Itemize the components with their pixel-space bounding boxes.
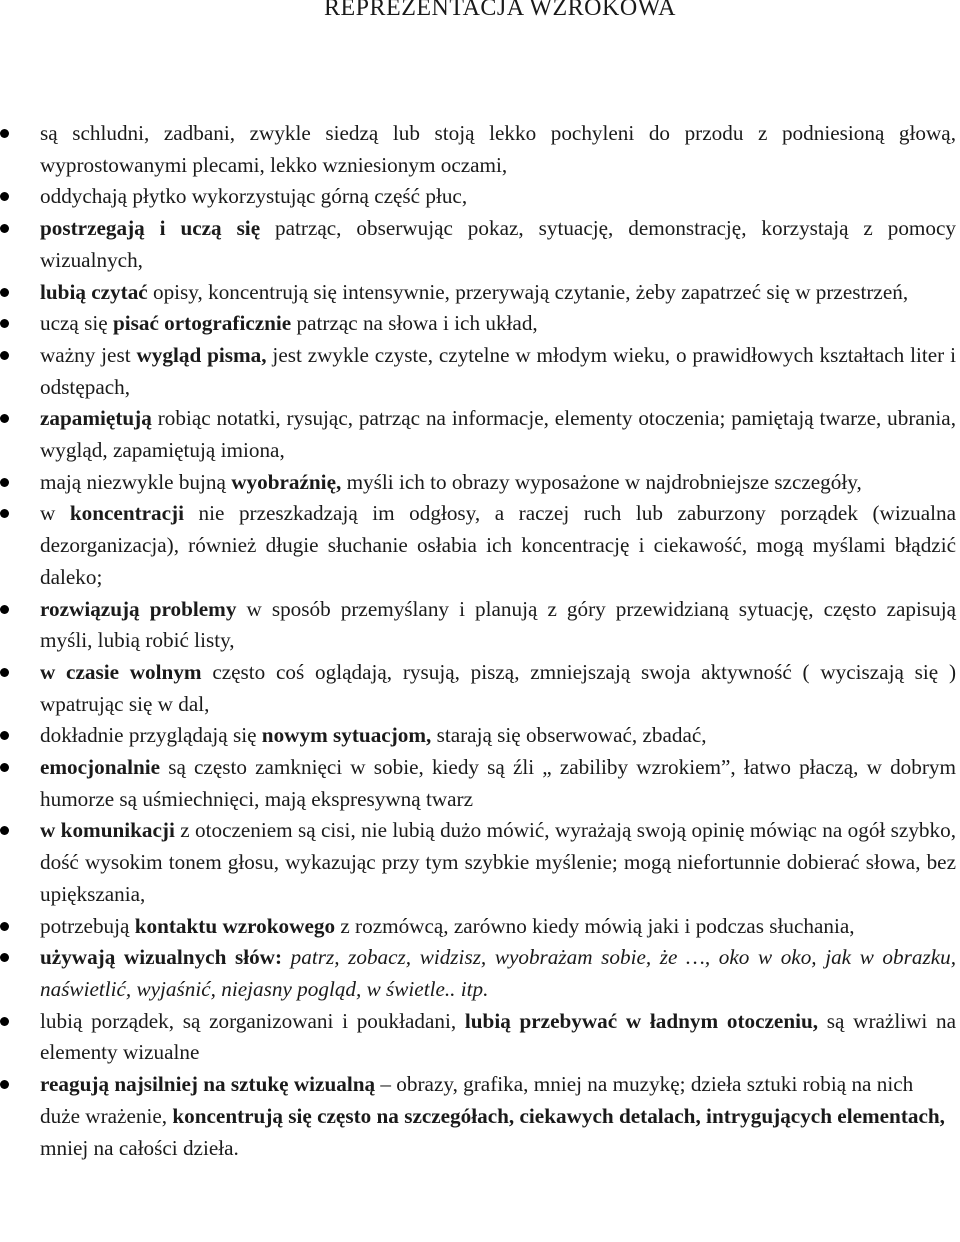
bullet-icon <box>0 605 9 614</box>
bold-text: koncentrują się często na szczegółach, ciekawych detalach, intrygujących elementach, <box>172 1103 945 1128</box>
bullet-icon <box>0 668 9 677</box>
list-item <box>0 911 960 943</box>
body-text: opisy, koncentrują się intensywnie, przerywają czytanie, żeby zapatrzeć się w przestrzeń, <box>147 279 909 304</box>
bullet-icon <box>0 509 9 518</box>
body-text: są wrażliwi na elementy wizualne <box>40 1008 956 1065</box>
bold-text: emocjonalnie <box>40 755 161 780</box>
body-text: dokładnie przyglądają się <box>40 723 262 748</box>
body-text: myśli ich to obrazy wyposażone w najdrobniejsze szczegóły, <box>341 469 862 494</box>
bullet-icon <box>0 414 9 423</box>
bold-text: wyobraźnię, <box>231 469 342 494</box>
italic-text: patrz, zobacz, widzisz, wyobrażam sobie, że …, oko w oko, jak w obrazku, naświetlić, wyjaśnić, niejasny pogląd, w świetle.. itp. <box>40 945 956 1001</box>
list-item <box>0 720 960 752</box>
bold-text: w czasie wolnym <box>40 659 202 684</box>
bullet-icon <box>0 351 9 360</box>
bold-text: w komunikacji <box>40 818 175 843</box>
bullet-icon <box>0 129 9 138</box>
body-text: potrzebują <box>40 913 135 938</box>
bullet-icon <box>0 763 9 772</box>
bold-text: używają wizualnych słów: <box>40 945 283 970</box>
body-text: uczą się <box>40 311 113 336</box>
bullet-icon <box>0 731 9 740</box>
list-item <box>0 181 960 213</box>
body-text: lubią porządek, są zorganizowani i poukładani, <box>40 1008 465 1033</box>
bullet-icon <box>0 922 9 931</box>
list-item <box>0 467 960 499</box>
bold-text: wygląd pisma, <box>136 342 267 367</box>
bold-text: nowym sytuacjom, <box>261 723 432 748</box>
bullet-icon <box>0 1080 9 1089</box>
body-text: starają się obserwować, zbadać, <box>431 723 707 748</box>
body-text: mniej na całości dzieła. <box>40 1135 239 1160</box>
body-text: jest zwykle czyste, czytelne w młodym wieku, o prawidłowych kształtach liter i odstępach, <box>40 342 956 399</box>
bold-text: kontaktu wzrokowego <box>134 913 336 938</box>
bullet-icon <box>0 288 9 297</box>
bullet-icon <box>0 478 9 487</box>
bold-text: lubią przebywać w ładnym otoczeniu, <box>464 1008 819 1033</box>
body-text: są schludni, zadbani, zwykle siedzą lub stoją lekko pochyleni do przodu z podniesioną głową, wyprostowanymi plecami, lekko wzniesionym oczami, <box>40 121 956 177</box>
page-title: REPREZENTACJA WZROKOWA <box>324 0 676 21</box>
list-item <box>0 213 960 276</box>
bold-text: postrzegają i uczą się <box>40 216 261 241</box>
bullet-icon <box>0 826 9 835</box>
body-text: patrząc, obserwując pokaz, sytuację, demonstrację, korzystają z pomocy wizualnych, <box>40 216 956 272</box>
bullet-icon <box>0 319 9 328</box>
bullet-list <box>0 118 960 1164</box>
list-item <box>0 815 960 910</box>
bullet-icon <box>0 953 9 962</box>
body-text: ważny jest <box>40 342 137 367</box>
bold-text: zapamiętują <box>40 406 152 431</box>
bold-text: rozwiązują problemy <box>40 596 237 621</box>
list-item <box>0 657 960 720</box>
body-text: z rozmówcą, zarówno kiedy mówią jaki i podczas słuchania, <box>335 913 855 938</box>
list-item <box>0 1069 960 1164</box>
bullet-icon <box>0 224 9 233</box>
list-item <box>0 594 960 657</box>
bold-text: lubią czytać <box>40 279 148 304</box>
body-text: w <box>40 501 70 526</box>
body-text: są często zamknięci w sobie, kiedy są źli „ zabiliby wzrokiem”, łatwo płaczą, w dobrym humorze są uśmiechnięci, mają ekspresywną twarz <box>40 755 956 811</box>
list-item <box>0 1006 960 1069</box>
bullet-icon <box>0 192 9 201</box>
body-text: robiąc notatki, rysując, patrząc na informacje, elementy otoczenia; pamiętają twarze, ubrania, wygląd, zapamiętują imiona, <box>40 406 956 463</box>
list-item <box>0 752 960 815</box>
bold-text: reagują najsilniej na sztukę wizualną <box>40 1072 376 1097</box>
list-item <box>0 340 960 403</box>
body-text: patrząc na słowa i ich układ, <box>291 311 538 336</box>
body-text: często coś oglądają, rysują, piszą, zmniejszają swoja aktywność ( wyciszają się ) wpatrując się w dal, <box>40 659 957 716</box>
body-text: w sposób przemyślany i planują z góry przewidzianą sytuację, często zapisują myśli, lubią robić listy, <box>40 596 956 653</box>
body-text: oddychają płytko wykorzystując górną część płuc, <box>40 184 468 209</box>
list-item <box>0 308 960 340</box>
list-item <box>0 498 960 593</box>
body-text: nie przeszkadzają im odgłosy, a raczej ruch lub zaburzony porządek (wizualna dezorganizacja), również długie słuchanie osłabia ich koncentrację i ciekawość, mogą myślami błądzić daleko; <box>40 501 956 589</box>
list-item <box>0 403 960 466</box>
list-item <box>0 942 960 1005</box>
body-text: z otoczeniem są cisi, nie lubią dużo mówić, wyrażają swoją opinię mówiąc na ogół szybko, dość wysokim tonem głosu, wykazując przy tym szybkie myślenie; mogą niefortunnie dobierać słowa, bez upiększania, <box>40 818 956 906</box>
bold-text: koncentracji <box>69 501 184 526</box>
list-item <box>0 118 960 181</box>
bullet-icon <box>0 1017 9 1026</box>
body-text: – obrazy, grafika, mniej na muzykę; dzieła sztuki robią na nich duże wrażenie, <box>40 1072 914 1128</box>
list-item <box>0 277 960 309</box>
bold-text: pisać ortograficznie <box>112 311 292 336</box>
body-text: mają niezwykle bujną <box>40 469 232 494</box>
